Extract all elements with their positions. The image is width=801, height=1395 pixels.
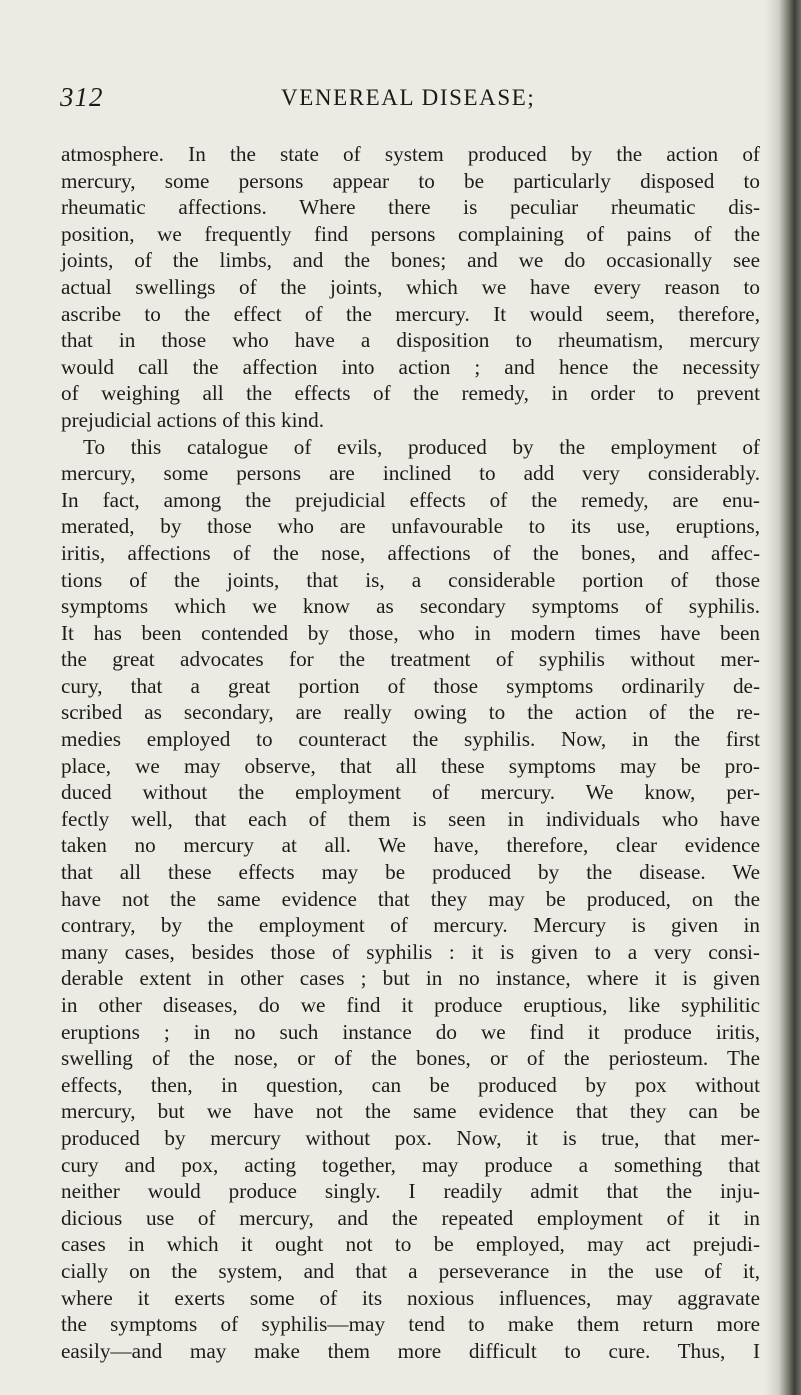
text-line: cury, that a great portion of those symptoms ordinarily de- xyxy=(61,673,760,698)
text-line: mercury, some persons appear to be particularly disposed to xyxy=(61,168,760,193)
text-line: taken no mercury at all. We have, therefore, clear evidence xyxy=(61,833,760,858)
text-line: iritis, affections of the nose, affections of the bones, and affec- xyxy=(61,540,760,565)
text-line: produced by mercury without pox. Now, it is true, that mer- xyxy=(61,1125,760,1150)
text-line: position, we frequently find persons complaining of pains of the xyxy=(61,221,760,246)
text-line: prejudicial actions of this kind. xyxy=(61,407,325,432)
page-number: 312 xyxy=(60,82,104,112)
text-line: medies employed to counteract the syphilis. Now, in the first xyxy=(61,727,760,752)
body-text xyxy=(61,141,760,1364)
text-line: neither would produce singly. I readily admit that the inju- xyxy=(61,1179,760,1204)
text-line: cury and pox, acting together, may produce a something that xyxy=(61,1152,760,1177)
text-line: place, we may observe, that all these symptoms may be pro- xyxy=(61,753,760,778)
text-line: It has been contended by those, who in modern times have been xyxy=(61,620,760,645)
text-line: actual swellings of the joints, which we have every reason to xyxy=(61,274,760,299)
text-line: where it exerts some of its noxious influences, may aggravate xyxy=(61,1285,760,1310)
text-line: merated, by those who are unfavourable to its use, eruptions, xyxy=(61,514,760,539)
text-line: To this catalogue of evils, produced by the employment of xyxy=(83,434,760,459)
running-head: VENEREAL DISEASE; xyxy=(281,85,536,110)
page-gutter-shadow xyxy=(765,0,779,1395)
text-line: ascribe to the effect of the mercury. It would seem, therefore, xyxy=(61,301,760,326)
text-line: the symptoms of syphilis—may tend to make them return more xyxy=(61,1312,760,1337)
text-line: joints, of the limbs, and the bones; and we do occasionally see xyxy=(61,248,760,273)
text-line: fectly well, that each of them is seen in individuals who have xyxy=(61,806,760,831)
text-line: duced without the employment of mercury. We know, per- xyxy=(61,780,760,805)
text-line: atmosphere. In the state of system produced by the action of xyxy=(61,142,760,166)
text-line: cases in which it ought not to be employed, may act prejudi- xyxy=(61,1232,760,1257)
text-line: In fact, among the prejudicial effects of the remedy, are enu- xyxy=(61,487,760,512)
text-line: the great advocates for the treatment of syphilis without mer- xyxy=(61,647,760,672)
text-line: many cases, besides those of syphilis : it is given to a very consi- xyxy=(61,939,760,964)
text-line: of weighing all the effects of the remedy, in order to prevent xyxy=(61,381,760,406)
text-line: scribed as secondary, are really owing to the action of the re- xyxy=(61,700,760,725)
text-line: dicious use of mercury, and the repeated employment of it in xyxy=(61,1205,760,1230)
text-line: symptoms which we know as secondary symptoms of syphilis. xyxy=(61,594,760,619)
text-line: derable extent in other cases ; but in no instance, where it is given xyxy=(61,966,760,991)
text-line: in other diseases, do we find it produce eruptious, like syphilitic xyxy=(61,993,760,1017)
text-line: have not the same evidence that they may be produced, on the xyxy=(61,886,760,911)
book-binding-edge xyxy=(779,0,801,1395)
text-line: mercury, but we have not the same evidence that they can be xyxy=(61,1099,760,1124)
page-header xyxy=(60,82,760,122)
text-line: eruptions ; in no such instance do we find it produce iritis, xyxy=(61,1019,760,1044)
text-line: cially on the system, and that a perseverance in the use of it, xyxy=(61,1258,760,1283)
text-line: contrary, by the employment of mercury. Mercury is given in xyxy=(61,913,760,938)
text-line: swelling of the nose, or of the bones, or of the periosteum. The xyxy=(61,1046,760,1071)
text-line: easily—and may make them more difficult to cure. Thus, I xyxy=(61,1338,760,1363)
text-line: would call the affection into action ; and hence the necessity xyxy=(61,354,760,379)
text-line: that all these effects may be produced by the disease. We xyxy=(61,860,760,885)
text-line: mercury, some persons are inclined to add very considerably. xyxy=(61,461,760,486)
text-line: tions of the joints, that is, a considerable portion of those xyxy=(61,567,760,592)
text-line: rheumatic affections. Where there is peculiar rheumatic dis- xyxy=(61,195,760,220)
text-line: effects, then, in question, can be produced by pox without xyxy=(61,1072,760,1097)
text-line: that in those who have a disposition to rheumatism, mercury xyxy=(61,328,760,353)
